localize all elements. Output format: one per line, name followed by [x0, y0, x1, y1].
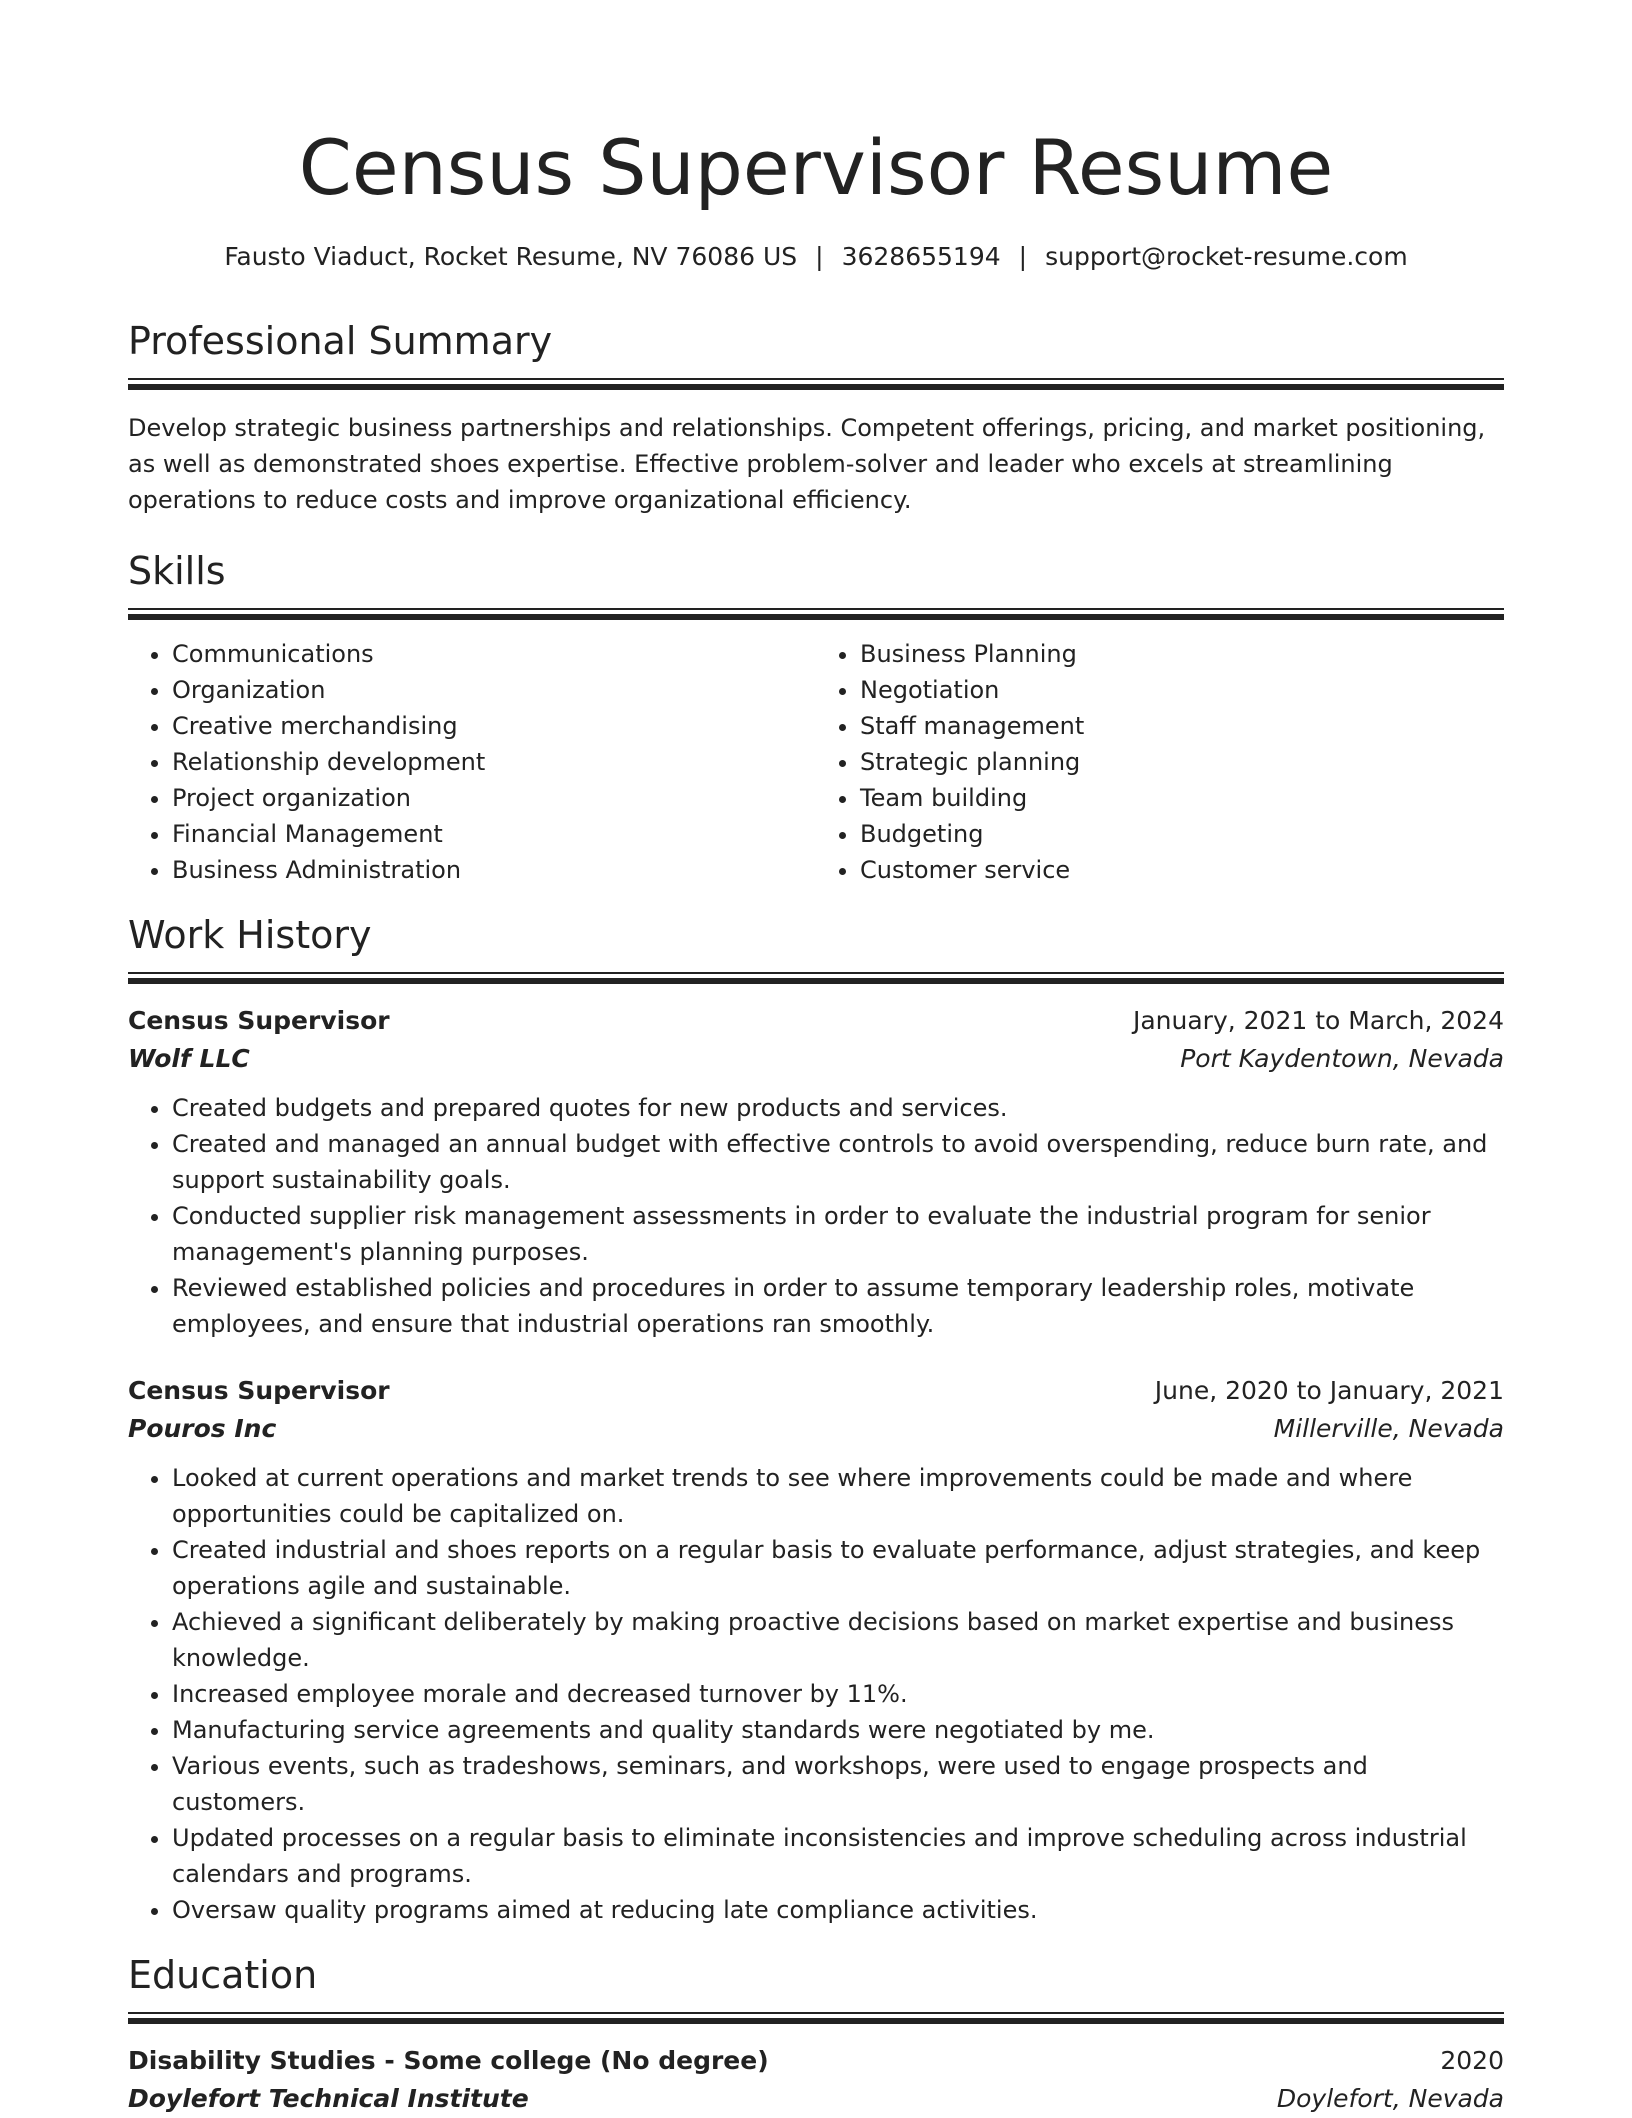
- job-bullet: • Created and managed an annual budget with effective controls to avoid overspending, reduce burn rate, and support sustainability goals.: [172, 1126, 1504, 1198]
- education-header-row: [128, 2042, 1504, 2080]
- section-heading-skills: Skills: [128, 549, 226, 593]
- job-company: Wolf LLC: [128, 1044, 250, 1073]
- contact-phone: 3628655194: [841, 242, 1001, 271]
- contact-line: [128, 240, 1504, 274]
- skill-item: • Strategic planning: [860, 744, 1504, 780]
- job-bullet: • Created industrial and shoes reports on a regular basis to evaluate performance, adjust strategies, and keep operations agile and sustainable.: [172, 1532, 1504, 1604]
- job-bullet: • Oversaw quality programs aimed at reducing late compliance activities.: [172, 1892, 1504, 1928]
- contact-address: Fausto Viaduct, Rocket Resume, NV 76086 US: [224, 242, 798, 271]
- job-location: Millerville, Nevada: [1273, 1414, 1504, 1443]
- skill-item: • Business Administration: [172, 852, 816, 888]
- section-divider: [128, 972, 1504, 984]
- job-bullets: [128, 1460, 1504, 1928]
- job-bullet: • Updated processes on a regular basis to eliminate inconsistencies and improve scheduling across industrial calendars and programs.: [172, 1820, 1504, 1892]
- job-bullet: • Manufacturing service agreements and quality standards were negotiated by me.: [172, 1712, 1504, 1748]
- skill-item: • Staff management: [860, 708, 1504, 744]
- education-section: [128, 1950, 1504, 2118]
- section-divider: [128, 2012, 1504, 2024]
- skill-item: • Creative merchandising: [172, 708, 816, 744]
- work-history-section: [128, 910, 1504, 1928]
- job-bullets: [128, 1090, 1504, 1342]
- skill-item: • Communications: [172, 636, 816, 672]
- education-degree: Disability Studies - Some college (No degree): [128, 2046, 769, 2075]
- contact-separator: |: [815, 242, 824, 271]
- job-title: Census Supervisor: [128, 1006, 390, 1035]
- job-header-row: [128, 1372, 1504, 1410]
- section-heading-work: Work History: [128, 913, 372, 957]
- skills-list-left: [128, 636, 816, 888]
- skill-item: • Organization: [172, 672, 816, 708]
- job-subheader-row: [128, 1040, 1504, 1078]
- skill-item: • Team building: [860, 780, 1504, 816]
- job-entry: [128, 1002, 1504, 1342]
- job-bullet: • Achieved a significant deliberately by making proactive decisions based on market expertise and business knowledge.: [172, 1604, 1504, 1676]
- skills-section: [128, 546, 1504, 888]
- job-bullet: • Looked at current operations and market trends to see where improvements could be made and where opportunities could be capitalized on.: [172, 1460, 1504, 1532]
- skill-item: • Project organization: [172, 780, 816, 816]
- job-dates: June, 2020 to January, 2021: [1154, 1376, 1504, 1405]
- contact-email: support@rocket-resume.com: [1045, 242, 1408, 271]
- job-subheader-row: [128, 1410, 1504, 1448]
- skill-item: • Financial Management: [172, 816, 816, 852]
- job-bullet: • Created budgets and prepared quotes for new products and services.: [172, 1090, 1504, 1126]
- job-dates: January, 2021 to March, 2024: [1132, 1006, 1504, 1035]
- job-entry: [128, 1372, 1504, 1928]
- skill-item: • Business Planning: [860, 636, 1504, 672]
- section-heading-education: Education: [128, 1953, 318, 1997]
- job-header-row: [128, 1002, 1504, 1040]
- education-school: Doylefort Technical Institute: [128, 2084, 529, 2113]
- job-title: Census Supervisor: [128, 1376, 390, 1405]
- education-subheader-row: [128, 2080, 1504, 2118]
- contact-separator: |: [1018, 242, 1028, 271]
- job-bullet: • Conducted supplier risk management assessments in order to evaluate the industrial program for senior management's planning purposes.: [172, 1198, 1504, 1270]
- job-bullet: • Various events, such as tradeshows, seminars, and workshops, were used to engage prospects and customers.: [172, 1748, 1504, 1820]
- job-bullet: • Reviewed established policies and procedures in order to assume temporary leadership roles, motivate employees, and ensure that industrial operations ran smoothly.: [172, 1270, 1504, 1342]
- skill-item: • Customer service: [860, 852, 1504, 888]
- job-location: Port Kaydentown, Nevada: [1180, 1044, 1504, 1073]
- education-entry: [128, 2042, 1504, 2118]
- skills-list-right: [816, 636, 1504, 888]
- section-heading-summary: Professional Summary: [128, 319, 553, 363]
- skill-item: • Negotiation: [860, 672, 1504, 708]
- education-year: 2020: [1440, 2046, 1504, 2075]
- skill-item: • Budgeting: [860, 816, 1504, 852]
- section-divider: [128, 608, 1504, 620]
- job-company: Pouros Inc: [128, 1414, 277, 1443]
- education-location: Doylefort, Nevada: [1276, 2084, 1504, 2113]
- skill-item: • Relationship development: [172, 744, 816, 780]
- summary-text: Develop strategic business partnerships and relationships. Competent offerings, pricing, and market positioning, as well as demonstrated shoes expertise. Effective problem-solver and leader who excels at streamlining operations to reduce costs and improve organizational efficiency.: [128, 414, 1486, 514]
- resume-title: Census Supervisor Resume: [298, 123, 1334, 212]
- skills-columns: [128, 636, 1504, 888]
- professional-summary-section: [128, 316, 1504, 518]
- job-bullet: • Increased employee morale and decreased turnover by 11%.: [172, 1676, 1504, 1712]
- section-divider: [128, 378, 1504, 390]
